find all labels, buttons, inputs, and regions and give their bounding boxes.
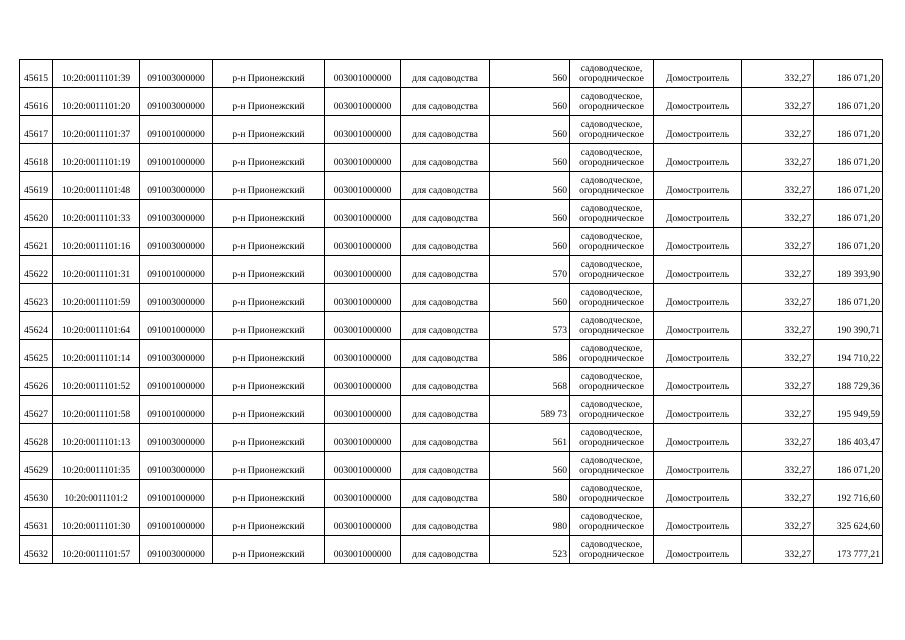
row-number-cell: 45622 [20,256,53,284]
land-category-cell [570,452,654,480]
oktmo-code-cell: 003001000000 [325,536,401,564]
district-cell: р-н Прионежский [213,480,325,508]
district-cell: р-н Прионежский [213,228,325,256]
land-category-line-1: садоводческое, [580,91,643,102]
land-category-line-1: садоводческое, [580,63,643,74]
cadastral-value-cell: 195 949,59 [814,396,883,424]
specific-value-cell: 332,27 [742,228,814,256]
area-cell: 573 [490,312,570,340]
cadastral-number-cell: 10:20:0011101:39 [53,60,140,88]
oktmo-code-cell: 003001000000 [325,508,401,536]
permitted-use-cell: для садоводства [401,368,490,396]
row-number-cell: 45623 [20,284,53,312]
land-category-line-1: садоводческое, [580,455,643,466]
area-cell: 560 [490,284,570,312]
specific-value-cell: 332,27 [742,60,814,88]
cadastral-value-cell: 186 071,20 [814,88,883,116]
specific-value-cell: 332,27 [742,424,814,452]
oktmo-code-cell: 003001000000 [325,424,401,452]
oktmo-code-cell: 003001000000 [325,144,401,172]
cadastral-value-cell: 194 710,22 [814,340,883,368]
land-category-line-1: садоводческое, [580,399,643,410]
row-number-cell: 45617 [20,116,53,144]
row-number-cell: 45631 [20,508,53,536]
land-category-line-1: садоводческое, [580,483,643,494]
land-category-cell [570,116,654,144]
permitted-use-cell: для садоводства [401,116,490,144]
owner-cell: Домостроитель [654,256,742,284]
owner-cell: Домостроитель [654,172,742,200]
permitted-use-cell: для садоводства [401,172,490,200]
okato-code-cell: 091001000000 [140,396,213,424]
table-row [20,116,883,144]
table-row [20,312,883,340]
area-cell: 980 [490,508,570,536]
cadastral-value-cell: 186 071,20 [814,284,883,312]
permitted-use-cell: для садоводства [401,508,490,536]
specific-value-cell: 332,27 [742,88,814,116]
land-category-cell [570,536,654,564]
land-category-line-1: садоводческое, [580,371,643,382]
land-category-line-2: огородническое [579,381,644,392]
specific-value-cell: 332,27 [742,172,814,200]
area-cell: 568 [490,368,570,396]
district-cell: р-н Прионежский [213,256,325,284]
land-category-line-2: огородническое [579,213,644,224]
land-category-line-2: огородническое [579,437,644,448]
area-cell: 560 [490,172,570,200]
row-number-cell: 45629 [20,452,53,480]
okato-code-cell: 091001000000 [140,312,213,340]
land-category-cell [570,424,654,452]
okato-code-cell: 091001000000 [140,144,213,172]
permitted-use-cell: для садоводства [401,396,490,424]
row-number-cell: 45628 [20,424,53,452]
land-category-line-1: садоводческое, [580,119,643,130]
okato-code-cell: 091003000000 [140,536,213,564]
cadastral-number-cell: 10:20:0011101:52 [53,368,140,396]
district-cell: р-н Прионежский [213,536,325,564]
row-number-cell: 45627 [20,396,53,424]
land-category-line-1: садоводческое, [580,427,643,438]
district-cell: р-н Прионежский [213,312,325,340]
land-category-line-2: огородническое [579,241,644,252]
land-category-line-1: садоводческое, [580,231,643,242]
district-cell: р-н Прионежский [213,508,325,536]
oktmo-code-cell: 003001000000 [325,368,401,396]
cadastral-value-cell: 190 390,71 [814,312,883,340]
row-number-cell: 45616 [20,88,53,116]
cadastral-number-cell: 10:20:0011101:35 [53,452,140,480]
owner-cell: Домостроитель [654,144,742,172]
okato-code-cell: 091003000000 [140,340,213,368]
specific-value-cell: 332,27 [742,200,814,228]
table-row [20,508,883,536]
oktmo-code-cell: 003001000000 [325,116,401,144]
cadastral-value-cell: 325 624,60 [814,508,883,536]
owner-cell: Домостроитель [654,452,742,480]
district-cell: р-н Прионежский [213,172,325,200]
land-category-line-2: огородническое [579,325,644,336]
okato-code-cell: 091003000000 [140,424,213,452]
land-category-cell [570,368,654,396]
cadastral-value-cell: 186 071,20 [814,172,883,200]
area-cell: 570 [490,256,570,284]
specific-value-cell: 332,27 [742,480,814,508]
table-row [20,424,883,452]
cadastral-number-cell: 10:20:0011101:31 [53,256,140,284]
cadastral-number-cell: 10:20:0011101:64 [53,312,140,340]
row-number-cell: 45618 [20,144,53,172]
row-number-cell: 45630 [20,480,53,508]
district-cell: р-н Прионежский [213,144,325,172]
cadastral-number-cell: 10:20:0011101:16 [53,228,140,256]
cadastral-value-cell: 173 777,21 [814,536,883,564]
okato-code-cell: 091001000000 [140,368,213,396]
land-category-cell [570,228,654,256]
table-body [20,60,883,564]
owner-cell: Домостроитель [654,508,742,536]
row-number-cell: 45625 [20,340,53,368]
oktmo-code-cell: 003001000000 [325,452,401,480]
permitted-use-cell: для садоводства [401,284,490,312]
cadastral-number-cell: 10:20:0011101:48 [53,172,140,200]
owner-cell: Домостроитель [654,200,742,228]
okato-code-cell: 091003000000 [140,88,213,116]
land-category-line-2: огородническое [579,157,644,168]
area-cell: 560 [490,88,570,116]
cadastral-value-cell: 186 403,47 [814,424,883,452]
permitted-use-cell: для садоводства [401,340,490,368]
land-category-cell [570,340,654,368]
permitted-use-cell: для садоводства [401,200,490,228]
land-category-line-2: огородническое [579,129,644,140]
area-cell: 523 [490,536,570,564]
okato-code-cell: 091001000000 [140,508,213,536]
land-category-line-1: садоводческое, [580,259,643,270]
permitted-use-cell: для садоводства [401,312,490,340]
owner-cell: Домостроитель [654,536,742,564]
area-cell: 560 [490,60,570,88]
row-number-cell: 45624 [20,312,53,340]
okato-code-cell: 091003000000 [140,172,213,200]
table-row [20,60,883,88]
specific-value-cell: 332,27 [742,116,814,144]
land-category-line-2: огородническое [579,185,644,196]
cadastral-value-cell: 189 393,90 [814,256,883,284]
permitted-use-cell: для садоводства [401,452,490,480]
land-category-cell [570,256,654,284]
district-cell: р-н Прионежский [213,116,325,144]
land-category-line-1: садоводческое, [580,511,643,522]
row-number-cell: 45620 [20,200,53,228]
specific-value-cell: 332,27 [742,144,814,172]
specific-value-cell: 332,27 [742,284,814,312]
land-category-cell [570,88,654,116]
land-category-line-2: огородническое [579,73,644,84]
row-number-cell: 45632 [20,536,53,564]
table-row [20,536,883,564]
district-cell: р-н Прионежский [213,424,325,452]
cadastral-value-cell: 186 071,20 [814,60,883,88]
land-category-line-2: огородническое [579,269,644,280]
land-category-line-2: огородническое [579,409,644,420]
permitted-use-cell: для садоводства [401,536,490,564]
permitted-use-cell: для садоводства [401,60,490,88]
table-row [20,228,883,256]
owner-cell: Домостроитель [654,312,742,340]
oktmo-code-cell: 003001000000 [325,284,401,312]
oktmo-code-cell: 003001000000 [325,172,401,200]
area-cell: 560 [490,144,570,172]
cadastral-number-cell: 10:20:0011101:14 [53,340,140,368]
land-category-line-1: садоводческое, [580,287,643,298]
land-category-line-1: садоводческое, [580,539,643,550]
area-cell: 560 [490,228,570,256]
oktmo-code-cell: 003001000000 [325,480,401,508]
cadastral-value-cell: 186 071,20 [814,116,883,144]
land-category-cell [570,312,654,340]
row-number-cell: 45615 [20,60,53,88]
owner-cell: Домостроитель [654,228,742,256]
land-category-cell [570,480,654,508]
district-cell: р-н Прионежский [213,452,325,480]
area-cell: 561 [490,424,570,452]
okato-code-cell: 091003000000 [140,60,213,88]
specific-value-cell: 332,27 [742,452,814,480]
table-row [20,200,883,228]
oktmo-code-cell: 003001000000 [325,340,401,368]
cadastral-number-cell: 10:20:0011101:19 [53,144,140,172]
owner-cell: Домостроитель [654,480,742,508]
land-category-line-2: огородническое [579,353,644,364]
table-row [20,368,883,396]
land-category-cell [570,60,654,88]
area-cell: 589 73 [490,396,570,424]
land-category-line-1: садоводческое, [580,147,643,158]
table-row [20,88,883,116]
row-number-cell: 45626 [20,368,53,396]
cadastral-registry-table [19,59,883,564]
cadastral-value-cell: 192 716,60 [814,480,883,508]
owner-cell: Домостроитель [654,396,742,424]
area-cell: 560 [490,116,570,144]
land-category-line-1: садоводческое, [580,343,643,354]
district-cell: р-н Прионежский [213,396,325,424]
okato-code-cell: 091003000000 [140,452,213,480]
table-row [20,396,883,424]
cadastral-value-cell: 186 071,20 [814,452,883,480]
cadastral-number-cell: 10:20:0011101:59 [53,284,140,312]
land-category-cell [570,508,654,536]
row-number-cell: 45619 [20,172,53,200]
owner-cell: Домостроитель [654,88,742,116]
owner-cell: Домостроитель [654,284,742,312]
table-row [20,340,883,368]
land-category-line-1: садоводческое, [580,315,643,326]
cadastral-number-cell: 10:20:0011101:2 [53,480,140,508]
okato-code-cell: 091003000000 [140,200,213,228]
area-cell: 560 [490,200,570,228]
area-cell: 560 [490,452,570,480]
cadastral-number-cell: 10:20:0011101:58 [53,396,140,424]
land-category-line-2: огородническое [579,297,644,308]
permitted-use-cell: для садоводства [401,480,490,508]
land-category-line-2: огородническое [579,493,644,504]
table-row [20,256,883,284]
specific-value-cell: 332,27 [742,368,814,396]
oktmo-code-cell: 003001000000 [325,88,401,116]
land-category-cell [570,396,654,424]
owner-cell: Домостроитель [654,60,742,88]
land-category-line-1: садоводческое, [580,175,643,186]
table-row [20,144,883,172]
okato-code-cell: 091001000000 [140,480,213,508]
owner-cell: Домостроитель [654,116,742,144]
district-cell: р-н Прионежский [213,368,325,396]
cadastral-number-cell: 10:20:0011101:13 [53,424,140,452]
okato-code-cell: 091001000000 [140,116,213,144]
area-cell: 580 [490,480,570,508]
table-row [20,172,883,200]
specific-value-cell: 332,27 [742,256,814,284]
row-number-cell: 45621 [20,228,53,256]
land-category-cell [570,144,654,172]
owner-cell: Домостроитель [654,368,742,396]
land-category-line-2: огородническое [579,465,644,476]
land-category-line-1: садоводческое, [580,203,643,214]
okato-code-cell: 091003000000 [140,228,213,256]
specific-value-cell: 332,27 [742,312,814,340]
okato-code-cell: 091001000000 [140,256,213,284]
oktmo-code-cell: 003001000000 [325,312,401,340]
specific-value-cell: 332,27 [742,396,814,424]
specific-value-cell: 332,27 [742,508,814,536]
oktmo-code-cell: 003001000000 [325,256,401,284]
cadastral-value-cell: 188 729,36 [814,368,883,396]
okato-code-cell: 091003000000 [140,284,213,312]
table-row [20,284,883,312]
land-category-cell [570,200,654,228]
district-cell: р-н Прионежский [213,88,325,116]
permitted-use-cell: для садоводства [401,228,490,256]
oktmo-code-cell: 003001000000 [325,228,401,256]
district-cell: р-н Прионежский [213,284,325,312]
cadastral-number-cell: 10:20:0011101:20 [53,88,140,116]
owner-cell: Домостроитель [654,424,742,452]
specific-value-cell: 332,27 [742,536,814,564]
land-category-line-2: огородническое [579,101,644,112]
district-cell: р-н Прионежский [213,60,325,88]
owner-cell: Домостроитель [654,340,742,368]
table-row [20,452,883,480]
cadastral-number-cell: 10:20:0011101:37 [53,116,140,144]
cadastral-value-cell: 186 071,20 [814,200,883,228]
cadastral-number-cell: 10:20:0011101:33 [53,200,140,228]
permitted-use-cell: для садоводства [401,88,490,116]
cadastral-number-cell: 10:20:0011101:30 [53,508,140,536]
district-cell: р-н Прионежский [213,340,325,368]
land-category-line-2: огородническое [579,521,644,532]
oktmo-code-cell: 003001000000 [325,200,401,228]
cadastral-value-cell: 186 071,20 [814,144,883,172]
land-category-cell [570,284,654,312]
land-category-line-2: огородническое [579,549,644,560]
permitted-use-cell: для садоводства [401,144,490,172]
permitted-use-cell: для садоводства [401,256,490,284]
specific-value-cell: 332,27 [742,340,814,368]
oktmo-code-cell: 003001000000 [325,60,401,88]
cadastral-number-cell: 10:20:0011101:57 [53,536,140,564]
land-category-cell [570,172,654,200]
area-cell: 586 [490,340,570,368]
district-cell: р-н Прионежский [213,200,325,228]
permitted-use-cell: для садоводства [401,424,490,452]
oktmo-code-cell: 003001000000 [325,396,401,424]
table-row [20,480,883,508]
cadastral-value-cell: 186 071,20 [814,228,883,256]
